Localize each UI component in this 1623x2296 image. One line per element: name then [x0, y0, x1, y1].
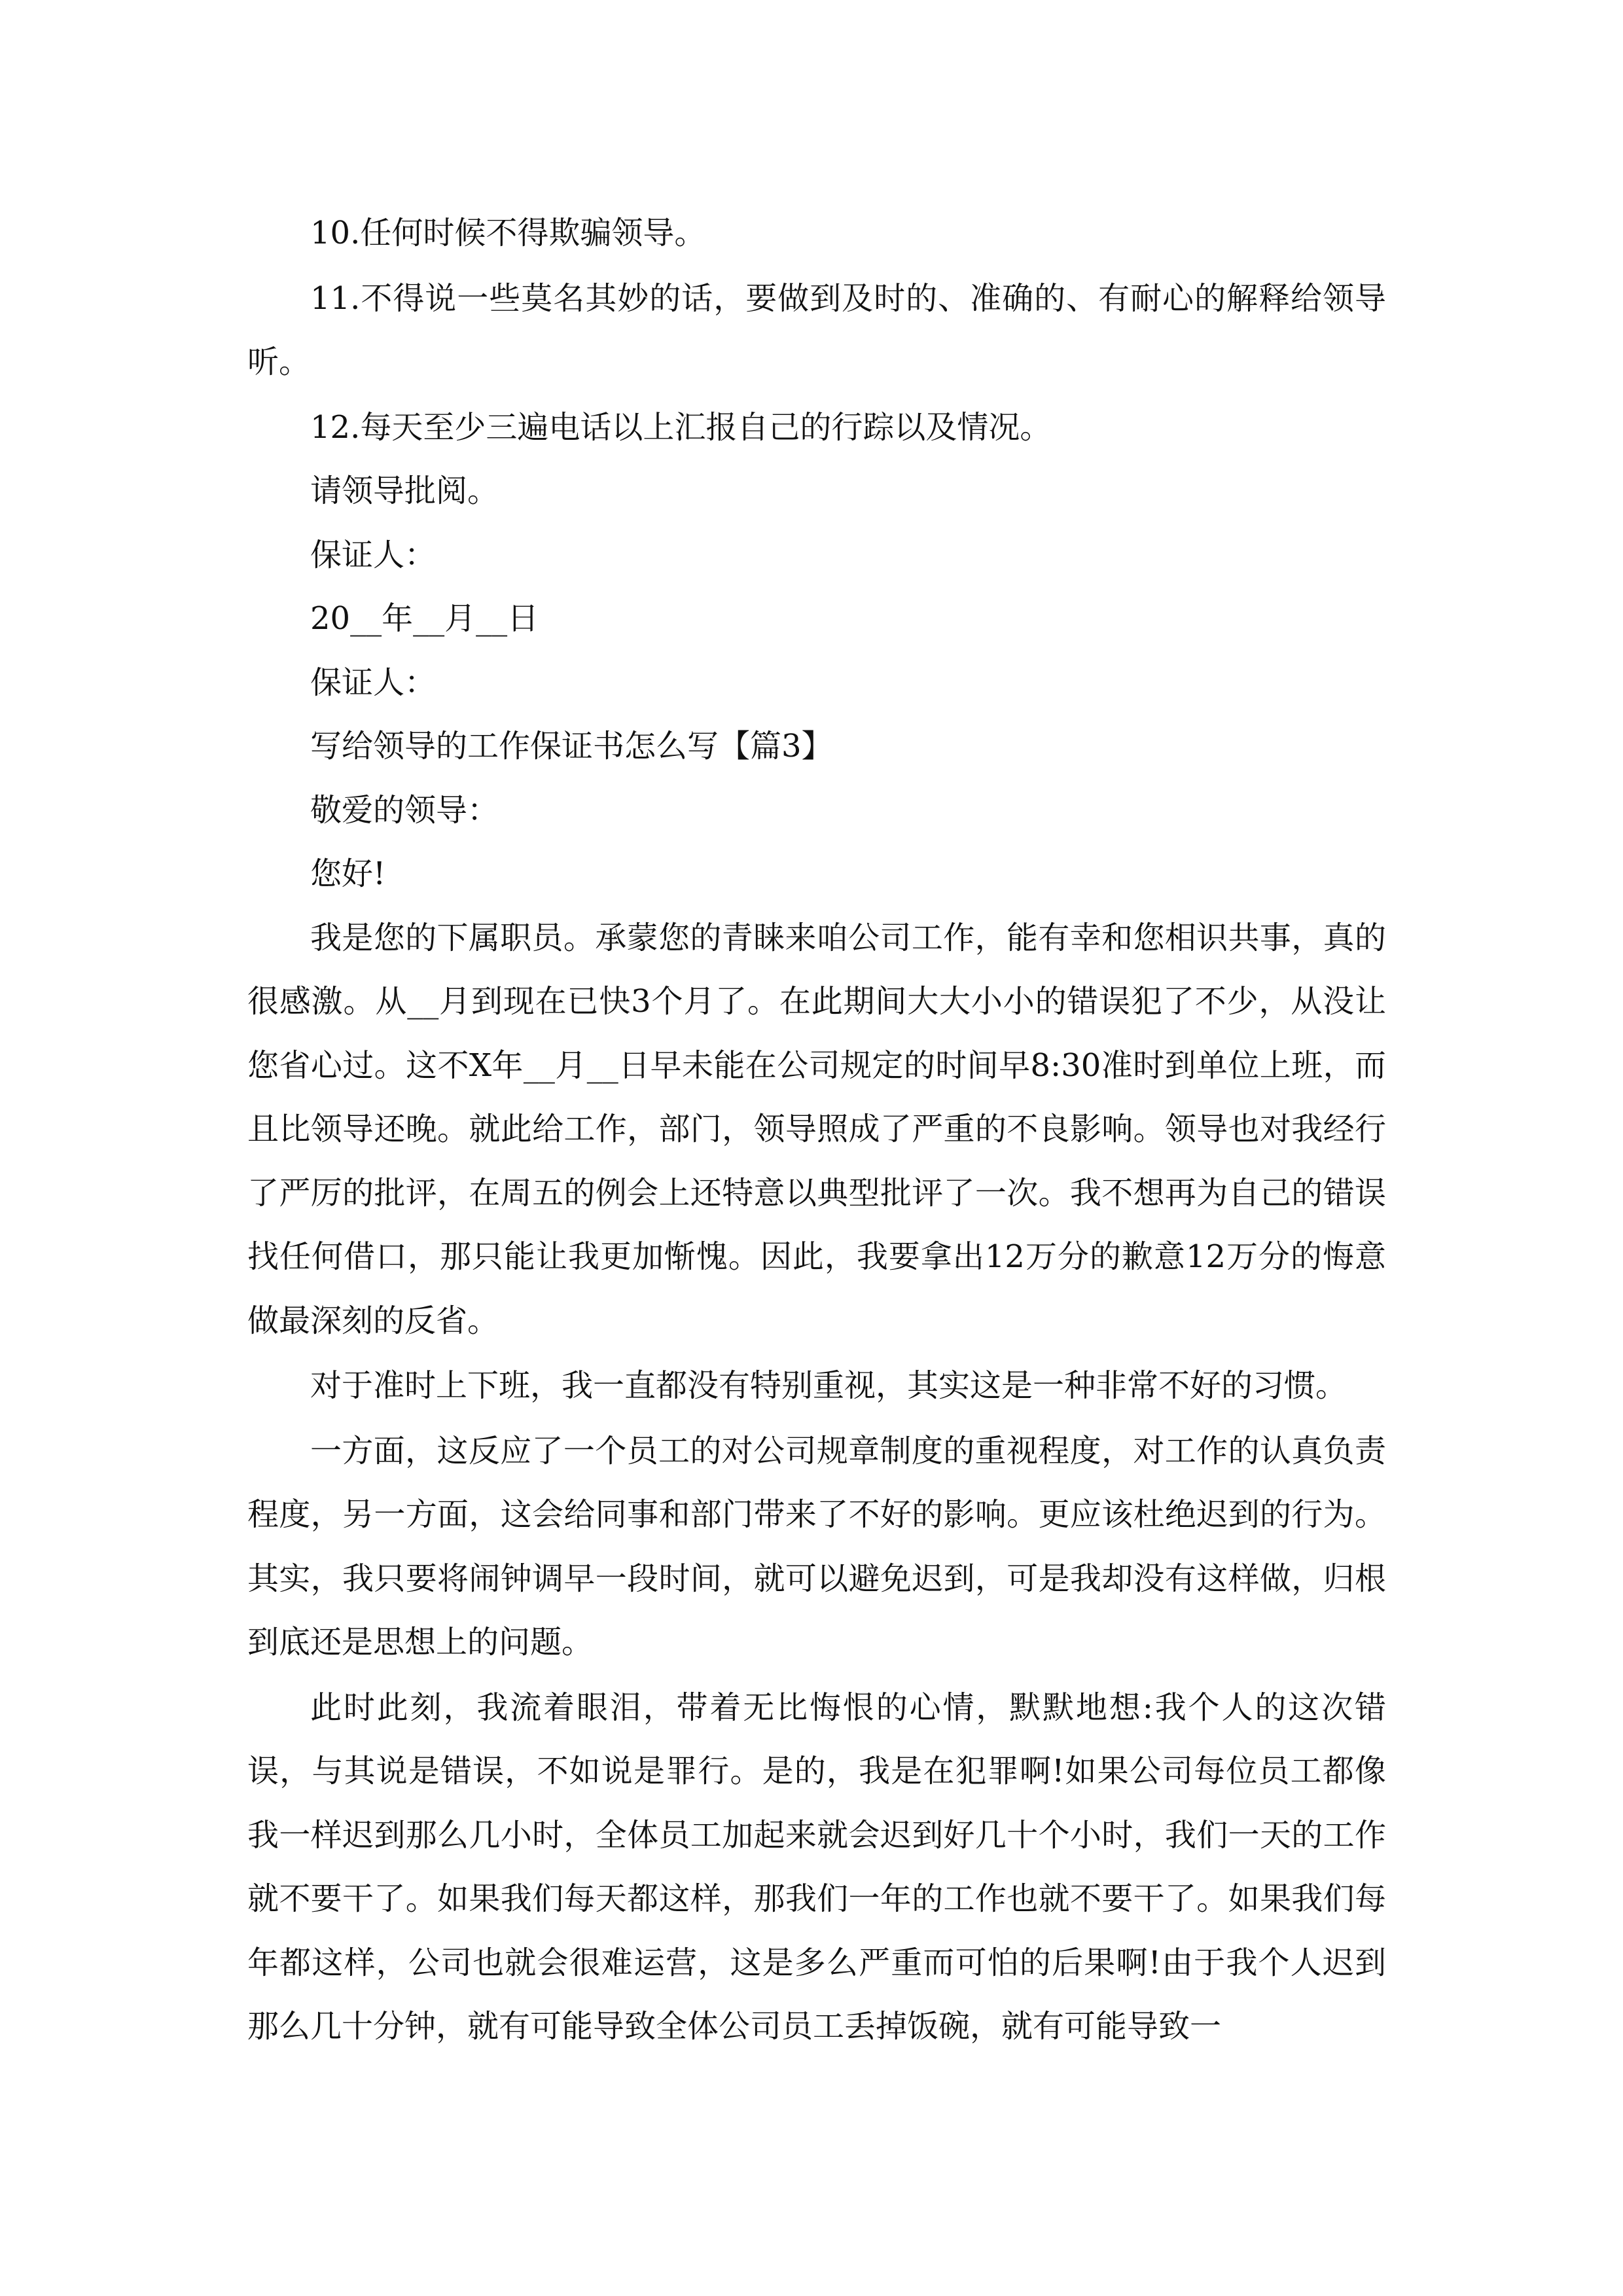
salutation: 敬爱的领导：: [310, 791, 499, 829]
paragraph-item-11: 11.不得说一些莫名其妙的话，要做到及时的、准确的、有耐心的解释给领导听。: [247, 279, 1386, 380]
body-paragraph: 对于准时上下班，我一直都没有特别重视，其实这是一种非常不好的习惯。: [310, 1367, 1347, 1404]
guarantor-label: 保证人：: [310, 536, 437, 573]
document-body: [247, 202, 1386, 2059]
approval-request: 请领导批阅。: [310, 473, 499, 509]
greeting: 您好!: [310, 855, 386, 892]
body-paragraph: 此时此刻，我流着眼泪，带着无比悔恨的心情，默默地想:我个人的这次错误，与其说是错误，不如说是罪行。是的，我是在犯罪啊!如果公司每位员工都像我一样迟到那么几小时，全体员工加起来就会迟到好几十个小时，我们一天的工作就不要干了。如果我们每天都这样，那我们一年的工作也就不要干了。如果我们每年都这样，公司也就会很难运营，这是多么严重而可怕的后果啊!由于我个人迟到那么几十分钟，就有可能导致全体公司员工丢掉饭碗，就有可能导致一: [247, 1689, 1386, 2045]
guarantor-label-2: 保证人：: [310, 664, 437, 701]
date-line: 20__年__月__日: [310, 600, 539, 637]
paragraph-item-12: 12.每天至少三遍电话以上汇报自己的行踪以及情况。: [310, 408, 1052, 446]
body-paragraph: 我是您的下属职员。承蒙您的青睐来咱公司工作，能有幸和您相识共事，真的很感激。从__月到现在已快3个月了。在此期间大大小小的错误犯了不少，从没让您省心过。这不X年__月__日早未能在公司规定的时间早8:30准时到单位上班，而且比领导还晚。就此给工作，部门，领导照成了严重的不良影响。领导也对我经行了严厉的批评，在周五的例会上还特意以典型批评了一次。我不想再为自己的错误找任何借口，那只能让我更加惭愧。因此，我要拿出12万分的歉意12万分的悔意做最深刻的反省。: [247, 919, 1386, 1339]
body-paragraph: 一方面，这反应了一个员工的对公司规章制度的重视程度，对工作的认真负责程度，另一方面，这会给同事和部门带来了不好的影响。更应该杜绝迟到的行为。其实，我只要将闹钟调早一段时间，就可以避免迟到，可是我却没有这样做，归根到底还是思想上的问题。: [247, 1432, 1386, 1660]
paragraph-item-10: 10.任何时候不得欺骗领导。: [310, 215, 706, 251]
section-title: 写给领导的工作保证书怎么写【篇3】: [310, 728, 833, 764]
